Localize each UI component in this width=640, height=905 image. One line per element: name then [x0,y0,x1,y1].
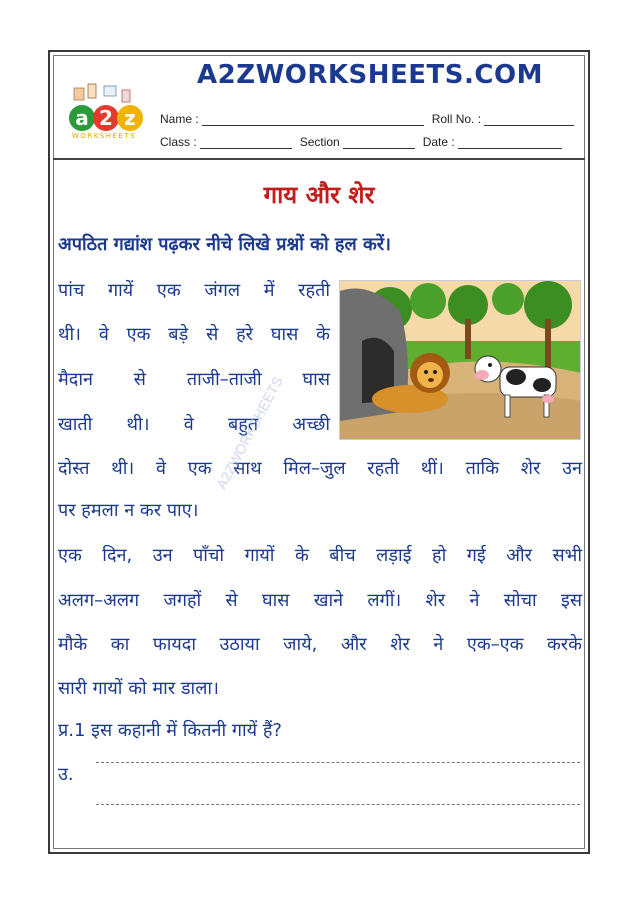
answer-label: उ. [58,764,74,785]
date-field[interactable] [458,137,562,149]
passage-line: खाती थी। वे बहुत अच्छी [58,414,330,435]
passage-line: पांच गायें एक जंगल में रहती [58,280,330,301]
worksheet-title: गाय और शेर [263,181,375,209]
answer-line[interactable] [96,804,580,805]
question-1: प्र.1 इस कहानी में कितनी गायें हैं? [58,720,282,741]
passage-line: मैदान से ताजी–ताजी घास [58,369,330,390]
passage-line: सारी गायों को मार डाला। [58,678,219,699]
logo-letter-2: 2 [99,106,113,130]
passage-line: एक दिन, उन पाँचो गायों के बीच लड़ाई हो गई और सभी [58,545,582,566]
name-field[interactable] [202,114,424,126]
date-label: Date : [422,135,455,149]
form-row-name [160,112,584,126]
lion-and-cow-illustration [339,280,581,440]
passage-line: दोस्त थी। वे एक साथ मिल–जुल रहती थीं। ताकि शेर उन [58,458,582,479]
section-label: Section [299,135,340,149]
class-field[interactable] [200,137,292,149]
passage-line: थी। वे एक बड़े से हरे घास के [58,324,330,345]
a2z-logo-icon [60,78,148,140]
section-field[interactable] [343,137,415,149]
form-row-class [160,135,584,149]
passage-line: मौके का फायदा उठाया जाये, और शेर ने एक–एक करके [58,634,582,655]
answer-line[interactable] [96,762,580,763]
passage-line: अलग–अलग जगहों से घास खाने लगीं। शेर ने सोचा इस [58,590,582,611]
name-label: Name : [160,112,199,126]
class-label: Class : [160,135,197,149]
logo-letter-z: z [124,106,136,130]
instruction: अपठित गद्यांश पढ़कर नीचे लिखे प्रश्नों को हल करें। [58,234,391,255]
logo-letter-a: a [75,106,89,130]
watermark: A2ZWORKSHEETS [212,373,286,492]
logo-subtext: WORKSHEETS [71,132,137,140]
header-divider [53,158,585,160]
passage-line: पर हमला न कर पाए। [58,500,199,521]
roll-field[interactable] [484,114,574,126]
site-title: A2ZWORKSHEETS.COM [197,60,543,90]
roll-label: Roll No. : [431,112,482,126]
